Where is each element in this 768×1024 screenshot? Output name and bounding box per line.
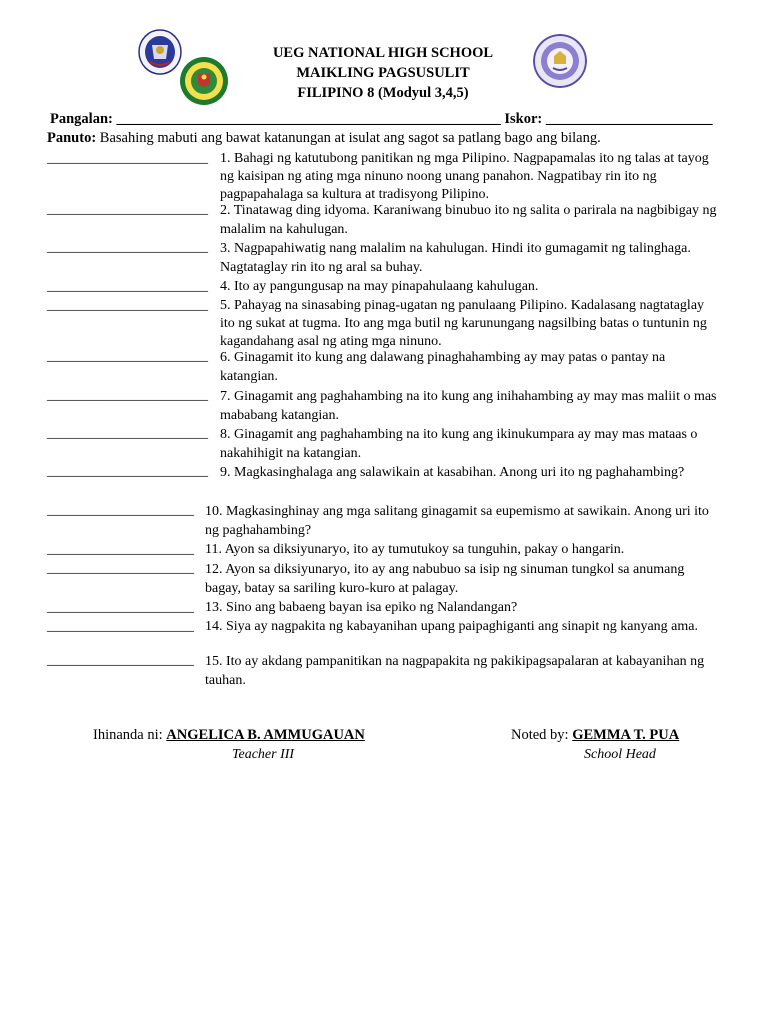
instructions-text: Basahing mabuti ang bawat katanungan at isulat ang sagot sa patlang bago ang bilang.	[99, 130, 601, 146]
answer-blank[interactable]: _____________________	[47, 561, 194, 576]
score-label: Iskor:	[504, 111, 543, 127]
name-field[interactable]: _____________________________________________________	[116, 111, 501, 127]
answer-blank[interactable]: _______________________	[47, 464, 208, 479]
question-text: 15. Ito ay akdang pampanitikan na nagpapakita ng pakikipagsapalaran at kabayanihan ng tauhan.	[205, 654, 705, 688]
document-header	[230, 43, 536, 103]
answer-blank[interactable]: _______________________	[47, 240, 208, 255]
name-label: Pangalan:	[50, 111, 113, 127]
prepared-by-name: ANGELICA B. AMMUGAUAN	[166, 727, 365, 743]
question-text: 8. Ginagamit ang paghahambing na ito kung ang ikinukumpara ay may mas mataas o nakahihigit na katangian.	[220, 427, 698, 461]
question-text: 9. Magkasinghalaga ang salawikain at kasabihan. Anong uri ito ng paghahambing?	[220, 465, 685, 480]
question-text: 14. Siya ay nagpakita ng kabayanihan upang paipaghiganti ang sinapit ng kanyang ama.	[205, 619, 698, 634]
answer-blank[interactable]: _______________________	[47, 279, 208, 294]
answer-blank[interactable]: _____________________	[47, 542, 194, 557]
instructions	[47, 130, 737, 147]
answer-blank[interactable]: _______________________	[47, 426, 208, 441]
question-text: 11. Ayon sa diksiyunaryo, ito ay tumutukoy sa tunguhin, pakay o hangarin.	[205, 542, 625, 557]
prepared-by-label: Ihinanda ni:	[93, 727, 163, 743]
answer-blank[interactable]: _____________________	[47, 619, 194, 634]
instructions-label: Panuto:	[47, 130, 97, 146]
answer-blank[interactable]: _______________________	[47, 298, 208, 313]
question-text: 10. Magkasinghinay ang mga salitang ginagamit sa eupemismo at sawikain. Anong uri ito ng paghahambing?	[205, 504, 709, 538]
school-name: UEG NATIONAL HIGH SCHOOL	[272, 45, 494, 61]
question-text: 3. Nagpapahiwatig nang malalim na kahulugan. Hindi ito gumagamit ng talinghaga. Nagtataglay rin ito ng aral sa buhay.	[220, 241, 691, 275]
noted-by-role: School Head	[584, 747, 656, 762]
answer-blank[interactable]: _____________________	[47, 653, 194, 668]
prepared-by	[93, 727, 365, 744]
score-field[interactable]: _______________________	[545, 111, 713, 127]
question-text: 6. Ginagamit ito kung ang dalawang pinaghahambing ay may patas o pantay na katangian.	[220, 350, 666, 384]
subject-title: FILIPINO 8 (Modyul 3,4,5)	[297, 85, 469, 101]
question-text: 2. Tinatawag ding idyoma. Karaniwang binubuo ito ng salita o parirala na nagbibigay ng malalim na kahulugan.	[220, 203, 717, 237]
noted-by	[511, 727, 679, 744]
question-text: 4. Ito ay pangungusap na may pinapahulaang kahulugan.	[220, 279, 539, 294]
question-text: 7. Ginagamit ang paghahambing na ito kung ang inihahambing ay may mas maliit o mas mababang katangian.	[220, 389, 717, 423]
name-score-line	[50, 111, 722, 128]
deped-seal-icon	[138, 29, 182, 75]
division-seal-icon	[179, 56, 229, 106]
answer-blank[interactable]: _____________________	[47, 600, 194, 615]
school-seal-icon	[533, 34, 587, 88]
answer-blank[interactable]: _______________________	[47, 202, 208, 217]
noted-by-label: Noted by:	[511, 727, 569, 743]
test-title: MAIKLING PAGSUSULIT	[296, 65, 470, 81]
answer-blank[interactable]: _______________________	[47, 349, 208, 364]
answer-blank[interactable]: _______________________	[47, 151, 208, 166]
question-text: 12. Ayon sa diksiyunaryo, ito ay ang nabubuo sa isip ng sinuman tungkol sa anumang bagay, batay sa sariling kuro-kuro at palagay.	[205, 562, 685, 596]
question-text: 5. Pahayag na sinasabing pinag-ugatan ng panulaang Pilipino. Kadalasang nagtataglay ito ng sukat at tugma. Ito ang mga butil ng karunungang nagsilbing batas o tuntunin ng kagandahang asal ng ating mga ninuno.	[220, 298, 707, 349]
question-text: 1. Bahagi ng katutubong panitikan ng mga Pilipino. Nagpapamalas ito ng talas at tayog ng kaisipan ng ating mga ninuno noong unang panahon. Nagpatibay rin ito ng pagpapahalaga sa kultura at tradisyong Pilipino.	[220, 151, 709, 202]
noted-by-name: GEMMA T. PUA	[572, 727, 680, 743]
prepared-by-role: Teacher III	[232, 747, 295, 762]
answer-blank[interactable]: _____________________	[47, 503, 194, 518]
answer-blank[interactable]: _______________________	[47, 388, 208, 403]
question-text: 13. Sino ang babaeng bayan isa epiko ng Nalandangan?	[205, 600, 518, 615]
